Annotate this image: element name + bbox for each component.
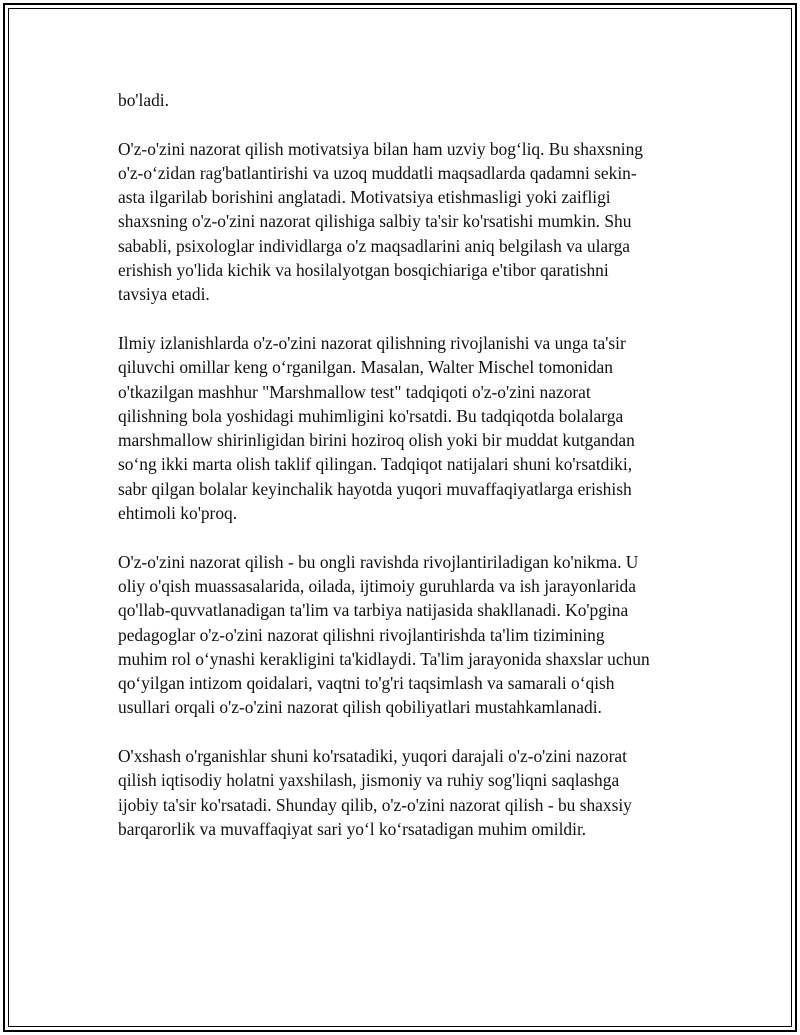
text-line: o'tkazilgan mashhur "Marshmallow test" tadqiqoti o'z-o'zini nazorat [118, 381, 591, 402]
paragraph [118, 331, 680, 525]
text-line: qiluvchi omillar keng o‘rganilgan. Masalan, Walter Mischel tomonidan [118, 357, 613, 378]
text-line: muhim rol o‘ynashi kerakligini ta'kidlaydi. Ta'lim jarayonida shaxslar uchun [118, 648, 650, 669]
text-line: Ilmiy izlanishlarda o'z-o'zini nazorat qilishning rivojlanishi va unga ta'sir [118, 332, 626, 353]
text-line: bo'ladi. [118, 90, 169, 110]
text-line: barqarorlik va muvaffaqiyat sari yo‘l ko‘rsatadigan muhim omildir. [118, 818, 587, 839]
text-line: O'z-o'zini nazorat qilish motivatsiya bilan ham uzviy bog‘liq. Bu shaxsning [118, 138, 643, 159]
text-line: tavsiya etadi. [118, 284, 210, 305]
text-line: oliy o'qish muassasalarida, oilada, ijtimoiy guruhlarda va ish jarayonlarida [118, 575, 636, 596]
text-line: qilish iqtisodiy holatni yaxshilash, jismoniy va ruhiy sog'liqni saqlashga [118, 770, 620, 791]
text-line: pedagoglar o'z-o'zini nazorat qilishni rivojlantirishda ta'lim tizimining [118, 624, 605, 645]
text-line: O'xshash o'rganishlar shuni ko'rsatadiki, yuqori darajali o'z-o'zini nazorat [118, 746, 627, 767]
text-line: sabr qilgan bolalar keyinchalik hayotda yuqori muvaffaqiyatlarga erishish [118, 478, 632, 499]
text-line: qo'llab-quvvatlanadigan ta'lim va tarbiya natijasida shakllanadi. Ko'pgina [118, 600, 629, 621]
text-line: asta ilgarilab borishini anglatadi. Motivatsiya etishmasligi yoki zaifligi [118, 187, 611, 208]
paragraph [118, 137, 680, 307]
paragraph [118, 550, 680, 720]
text-line: sababli, psixologlar individlarga o'z maqsadlarini aniq belgilash va ularga [118, 235, 631, 256]
text-line: ehtimoli ko'proq. [118, 503, 238, 524]
text-line: so‘ng ikki marta olish taklif qilingan. Tadqiqot natijalari shuni ko'rsatdiki, [118, 454, 633, 475]
text-line: O'z-o'zini nazorat qilish - bu ongli ravishda rivojlantiriladigan ko'nikma. U [118, 551, 639, 572]
text-line: qo‘yilgan intizom qoidalari, vaqtni to'g'ri taqsimlash va samarali o‘qish [118, 673, 615, 694]
text-line: marshmallow shirinligidan birini hoziroq olish yoki bir muddat kutgandan [118, 430, 635, 451]
paragraph [118, 744, 680, 841]
text-line: o'z-o‘zidan rag'batlantirishi va uzoq muddatli maqsadlarda qadamni sekin- [118, 162, 637, 183]
text-line: shaxsning o'z-o'zini nazorat qilishiga salbiy ta'sir ko'rsatishi mumkin. Shu [118, 211, 632, 232]
text-line: usullari orqali o'z-o'zini nazorat qilish qobiliyatlari mustahkamlanadi. [118, 697, 602, 718]
text-line: qilishning bola yoshidagi muhimligini ko'rsatdi. Bu tadqiqotda bolalarga [118, 405, 624, 426]
text-line: erishish yo'lida kichik va hosilalyotgan bosqichiariga e'tibor qaratishni [118, 260, 609, 281]
document-body [118, 88, 680, 866]
text-line: ijobiy ta'sir ko'rsatadi. Shunday qilib, o'z-o'zini nazorat qilish - bu shaxsiy [118, 794, 632, 815]
paragraph [118, 88, 680, 112]
